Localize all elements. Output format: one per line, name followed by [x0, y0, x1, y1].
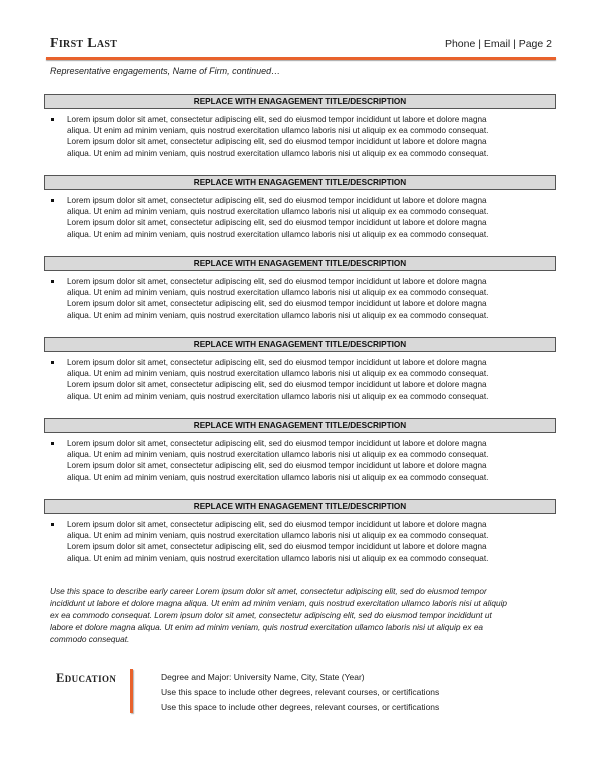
engagement-block — [44, 94, 556, 159]
bullet-item — [44, 438, 556, 483]
bullet-line: aliqua. Ut enim ad minim veniam, quis nostrud exercitation ullamco laboris nisi ut aliquip ex ea commodo consequat. — [67, 229, 489, 239]
bullet-line: Lorem ipsum dolor sit amet, consectetur adipiscing elit, sed do eiusmod tempor incididunt ut labore et dolore magna — [67, 520, 487, 529]
square-bullet-icon — [51, 280, 54, 283]
engagement-title-bar: REPLACE WITH ENAGAGEMENT TITLE/DESCRIPTION — [44, 499, 556, 514]
bullet-line: Lorem ipsum dolor sit amet, consectetur adipiscing elit, sed do eiusmod tempor incididunt ut labore et dolore magna — [67, 299, 487, 309]
bullet-line: aliqua. Ut enim ad minim veniam, quis nostrud exercitation ullamco laboris nisi ut aliquip ex ea commodo consequat. — [67, 553, 489, 563]
education-line: Use this space to include other degrees, relevant courses, or certifications — [161, 687, 440, 697]
section-subheading: Representative engagements, Name of Firm, continued… — [50, 66, 281, 76]
early-career-paragraph — [50, 585, 550, 645]
bullet-line: aliqua. Ut enim ad minim veniam, quis nostrud exercitation ullamco laboris nisi ut aliquip ex ea commodo consequat. — [67, 148, 489, 158]
engagement-title-bar: REPLACE WITH ENAGAGEMENT TITLE/DESCRIPTION — [44, 175, 556, 190]
bullet-line: Lorem ipsum dolor sit amet, consectetur adipiscing elit, sed do eiusmod tempor incididunt ut labore et dolore magna — [67, 439, 487, 448]
bullet-line: Lorem ipsum dolor sit amet, consectetur adipiscing elit, sed do eiusmod tempor incididunt ut labore et dolore magna — [67, 196, 487, 205]
engagement-block — [44, 418, 556, 483]
engagement-title-bar: REPLACE WITH ENAGAGEMENT TITLE/DESCRIPTION — [44, 94, 556, 109]
bullet-item — [44, 276, 556, 321]
bullet-line: Lorem ipsum dolor sit amet, consectetur adipiscing elit, sed do eiusmod tempor incididunt ut labore et dolore magna — [67, 358, 487, 367]
square-bullet-icon — [51, 118, 54, 121]
candidate-name: First Last — [50, 36, 118, 51]
bullet-line: Lorem ipsum dolor sit amet, consectetur adipiscing elit, sed do eiusmod tempor incididunt ut labore et dolore magna — [67, 218, 487, 228]
education-accent-bar — [130, 669, 133, 713]
engagement-block — [44, 256, 556, 321]
square-bullet-icon — [51, 523, 54, 526]
bullet-item — [44, 114, 556, 159]
education-heading: Education — [56, 671, 117, 685]
bullet-line: aliqua. Ut enim ad minim veniam, quis nostrud exercitation ullamco laboris nisi ut aliquip ex ea commodo consequat. — [67, 310, 489, 320]
square-bullet-icon — [51, 442, 54, 445]
page-header — [50, 36, 552, 56]
engagement-title-bar: REPLACE WITH ENAGAGEMENT TITLE/DESCRIPTION — [44, 418, 556, 433]
bullet-item — [44, 357, 556, 402]
paragraph-line: incididunt ut labore et dolore magna aliqua. Ut enim ad minim veniam, quis nostrud exercitation ullamco laboris nisi ut aliquip — [50, 598, 508, 608]
paragraph-line: Use this space to describe early career Lorem ipsum dolor sit amet, consectetur adipiscing elit, sed do eiusmod tempor — [50, 586, 487, 596]
paragraph-line: labore et dolore magna aliqua. Ut enim ad minim veniam, quis nostrud exercitation ullamco laboris nisi ut aliquip ex ea — [50, 622, 484, 632]
bullet-item — [44, 195, 556, 240]
engagement-block — [44, 499, 556, 564]
paragraph-line: commodo consequat. — [50, 634, 130, 644]
bullet-item — [44, 519, 556, 564]
square-bullet-icon — [51, 199, 54, 202]
bullet-line: aliqua. Ut enim ad minim veniam, quis nostrud exercitation ullamco laboris nisi ut aliquip ex ea commodo consequat. — [67, 126, 489, 136]
engagement-block — [44, 175, 556, 240]
bullet-line: aliqua. Ut enim ad minim veniam, quis nostrud exercitation ullamco laboris nisi ut aliquip ex ea commodo consequat. — [67, 207, 489, 217]
education-line: Use this space to include other degrees, relevant courses, or certifications — [161, 702, 440, 712]
bullet-line: Lorem ipsum dolor sit amet, consectetur adipiscing elit, sed do eiusmod tempor incididunt ut labore et dolore magna — [67, 542, 487, 552]
bullet-line: aliqua. Ut enim ad minim veniam, quis nostrud exercitation ullamco laboris nisi ut aliquip ex ea commodo consequat. — [67, 288, 489, 298]
contact-line: Phone | Email | Page 2 — [444, 38, 552, 50]
paragraph-line: ex ea commodo consequat. Lorem ipsum dolor sit amet, consectetur adipiscing elit, sed do eiusmod tempor incididunt ut — [50, 610, 492, 620]
engagement-block — [44, 337, 556, 402]
bullet-line: Lorem ipsum dolor sit amet, consectetur adipiscing elit, sed do eiusmod tempor incididunt ut labore et dolore magna — [67, 461, 487, 471]
bullet-line: Lorem ipsum dolor sit amet, consectetur adipiscing elit, sed do eiusmod tempor incididunt ut labore et dolore magna — [67, 137, 487, 147]
engagement-title-bar: REPLACE WITH ENAGAGEMENT TITLE/DESCRIPTION — [44, 337, 556, 352]
bullet-line: Lorem ipsum dolor sit amet, consectetur adipiscing elit, sed do eiusmod tempor incididunt ut labore et dolore magna — [67, 277, 487, 286]
bullet-line: Lorem ipsum dolor sit amet, consectetur adipiscing elit, sed do eiusmod tempor incididunt ut labore et dolore magna — [67, 115, 487, 124]
bullet-line: aliqua. Ut enim ad minim veniam, quis nostrud exercitation ullamco laboris nisi ut aliquip ex ea commodo consequat. — [67, 391, 489, 401]
bullet-line: Lorem ipsum dolor sit amet, consectetur adipiscing elit, sed do eiusmod tempor incididunt ut labore et dolore magna — [67, 380, 487, 390]
bullet-line: aliqua. Ut enim ad minim veniam, quis nostrud exercitation ullamco laboris nisi ut aliquip ex ea commodo consequat. — [67, 369, 489, 379]
education-details — [161, 670, 439, 715]
bullet-line: aliqua. Ut enim ad minim veniam, quis nostrud exercitation ullamco laboris nisi ut aliquip ex ea commodo consequat. — [67, 450, 489, 460]
engagement-title-bar: REPLACE WITH ENAGAGEMENT TITLE/DESCRIPTION — [44, 256, 556, 271]
header-rule — [46, 57, 556, 60]
bullet-line: aliqua. Ut enim ad minim veniam, quis nostrud exercitation ullamco laboris nisi ut aliquip ex ea commodo consequat. — [67, 472, 489, 482]
bullet-line: aliqua. Ut enim ad minim veniam, quis nostrud exercitation ullamco laboris nisi ut aliquip ex ea commodo consequat. — [67, 531, 489, 541]
education-line: Degree and Major: University Name, City, State (Year) — [161, 672, 365, 682]
square-bullet-icon — [51, 361, 54, 364]
